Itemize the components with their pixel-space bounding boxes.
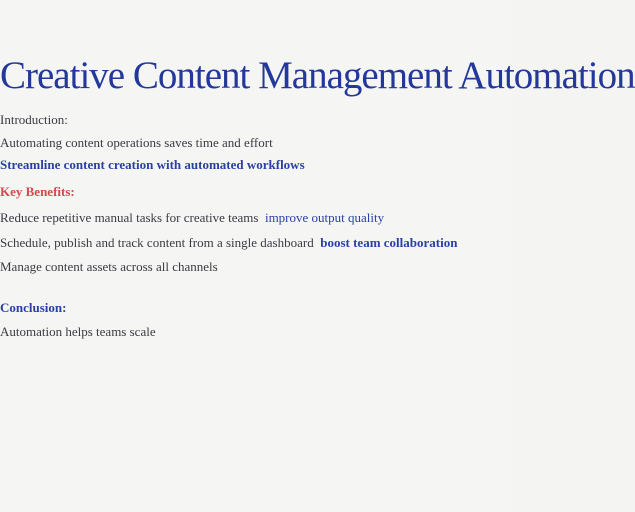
- text-segment: boost team collaboration: [313, 235, 458, 250]
- text-segment: Reduce repetitive manual tasks for creative teams: [0, 210, 259, 225]
- text-line: [0, 324, 156, 340]
- text-segment: Streamline content creation with automated workflows: [0, 157, 305, 172]
- page-title: Creative Content Management Automation: [0, 54, 635, 97]
- text-segment: Automation helps teams scale: [0, 324, 156, 339]
- text-segment: Automating content operations saves time and effort: [0, 135, 273, 150]
- text-line: [0, 157, 305, 173]
- text-segment: Introduction:: [0, 112, 68, 127]
- text-line: [0, 210, 384, 226]
- text-segment: Manage content assets across all channels: [0, 259, 218, 274]
- text-segment: Key Benefits:: [0, 184, 75, 199]
- text-line: [0, 259, 218, 275]
- text-line: [0, 135, 273, 151]
- text-segment: improve output quality: [258, 210, 385, 225]
- text-line: [0, 184, 75, 200]
- text-segment: Schedule, publish and track content from a single dashboard: [0, 235, 314, 250]
- text-line: [0, 235, 457, 251]
- text-line: [0, 112, 68, 128]
- text-segment: Conclusion:: [0, 300, 67, 315]
- text-line: [0, 300, 66, 316]
